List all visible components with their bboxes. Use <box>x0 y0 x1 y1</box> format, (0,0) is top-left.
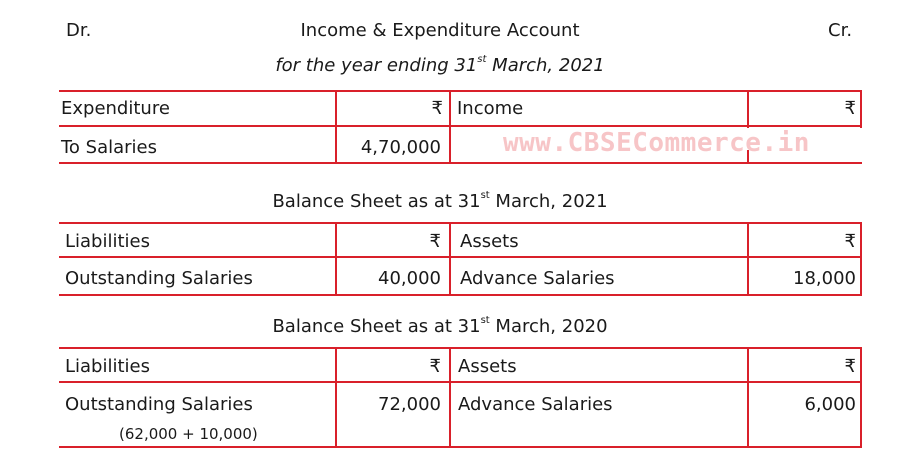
iea-head-currency-left: ₹ <box>431 98 443 119</box>
iea-head-currency-right: ₹ <box>844 98 856 119</box>
iea-row-label: To Salaries <box>61 137 158 158</box>
bs2021-liability-label: Outstanding Salaries <box>65 268 253 289</box>
dr-label: Dr. <box>66 20 92 41</box>
iea-head-expenditure: Expenditure <box>61 98 170 119</box>
bs2020-asset-amount: 6,000 <box>804 394 856 415</box>
watermark-text: www.CBSECommerce.in <box>503 128 810 158</box>
bs2020-head-liabilities: Liabilities <box>65 356 150 377</box>
bs2020-liability-label: Outstanding Salaries <box>65 394 253 415</box>
iea-head-income: Income <box>457 98 524 119</box>
bs2021-head-currency-left: ₹ <box>429 231 441 252</box>
bs2021-asset-label: Advance Salaries <box>460 268 615 289</box>
bs2021-liability-amount: 40,000 <box>378 268 441 289</box>
bs2020-head-currency-right: ₹ <box>844 356 856 377</box>
bs2021-head-assets: Assets <box>460 231 519 252</box>
page-title: Income & Expenditure Account <box>300 20 580 41</box>
bs2020-liability-amount: 72,000 <box>378 394 441 415</box>
iea-row-amount: 4,70,000 <box>360 137 441 158</box>
bs2020-asset-label: Advance Salaries <box>458 394 613 415</box>
bs2020-title: Balance Sheet as at 31st March, 2020 <box>272 315 608 337</box>
iea-subtitle: for the year ending 31st March, 2021 <box>275 54 605 76</box>
bs2021-head-liabilities: Liabilities <box>65 231 150 252</box>
bs2021-asset-amount: 18,000 <box>793 268 856 289</box>
bs2020-head-assets: Assets <box>458 356 517 377</box>
bs2021-head-currency-right: ₹ <box>844 231 856 252</box>
bs2020-liability-note: (62,000 + 10,000) <box>119 425 258 443</box>
bs2021-title: Balance Sheet as at 31st March, 2021 <box>272 190 608 212</box>
bs2020-head-currency-left: ₹ <box>429 356 441 377</box>
cr-label: Cr. <box>828 20 853 41</box>
